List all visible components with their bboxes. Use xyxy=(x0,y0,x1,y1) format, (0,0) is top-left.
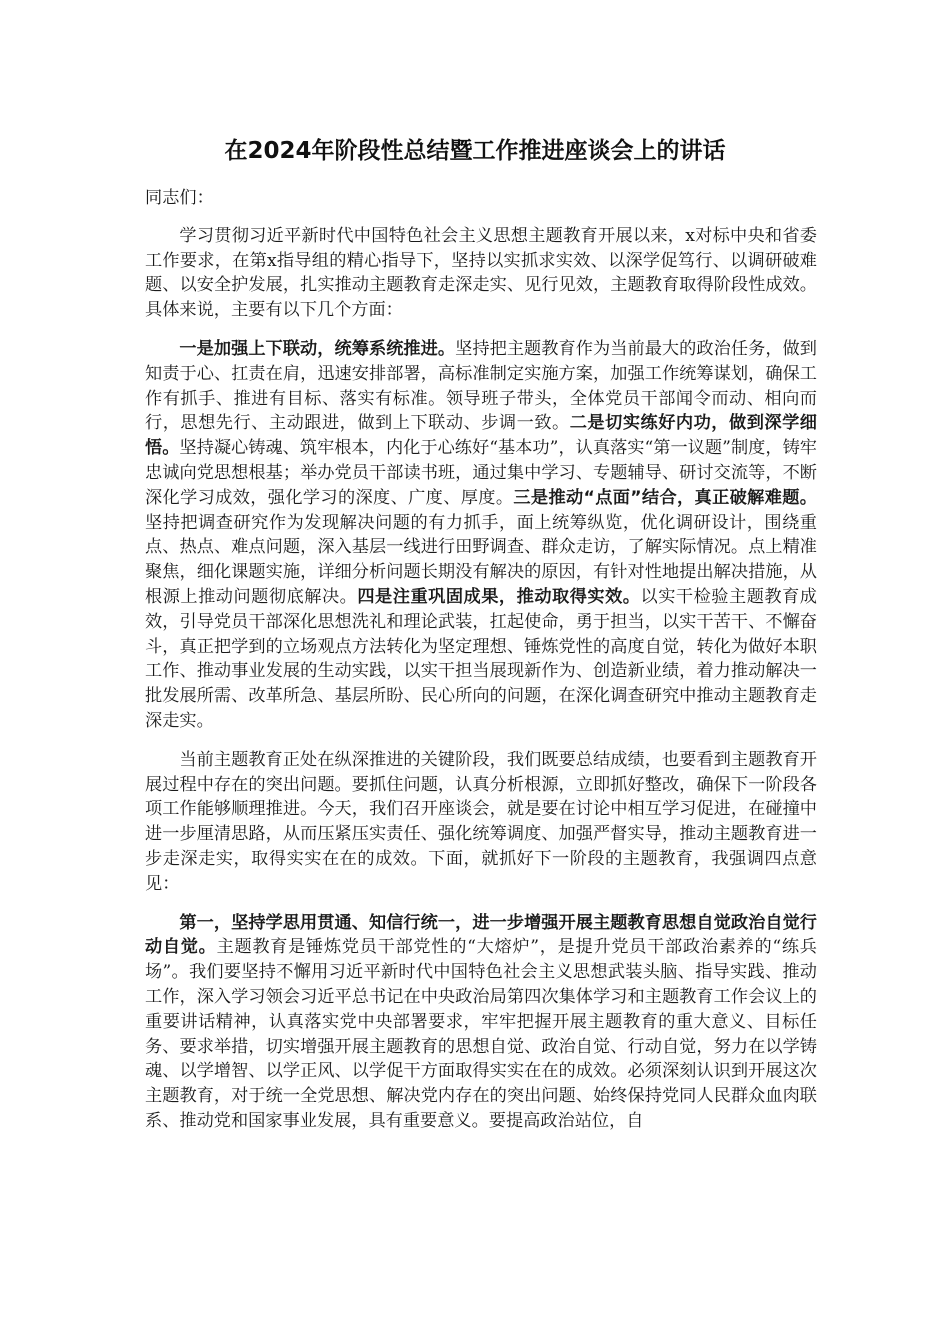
heading-point-4: 四是注重巩固成果，推动取得实效。 xyxy=(357,586,641,607)
document-body xyxy=(145,186,817,1148)
paragraph-intro: 学习贯彻习近平新时代中国特色社会主义思想主题教育开展以来，x对标中央和省委工作要求，在第x指导组的精心指导下，坚持以实抓求实效、以深学促笃行、以调研破难题、以安全护发展，扎实推动主题教育走深走实、见行见效，主题教育取得阶段性成效。具体来说，主要有以下几个方面： xyxy=(145,225,817,321)
heading-point-3: 三是推动“点面”结合，真正破解难题。 xyxy=(513,487,817,508)
paragraph-first-opinion xyxy=(145,911,817,1134)
text-point-3: 坚持把调查研究作为发现解决问题的有力抓手，面上统筹纵览，优化调研设计，围绕重点、热点、难点问题，深入基层一线进行田野调查、群众走访，了解实际情况。点上精准聚焦，细化课题实施，详细分析问题长期没有解决的原因，有针对性地提出解决措施，从根源上推动问题彻底解决。 xyxy=(145,512,817,607)
salutation: 同志们： xyxy=(145,188,214,208)
heading-point-2: 二是切实练好内功，做到深学细悟。 xyxy=(145,413,817,459)
paragraph-current-stage: 当前主题教育正处在纵深推进的关键阶段，我们既要总结成绩，也要看到主题教育开展过程中存在的突出问题。要抓住问题，认真分析根源，立即抓好整改，确保下一阶段各项工作能够顺理推进。今天，我们召开座谈会，就是要在讨论中相互学习促进，在碰撞中进一步厘清思路，从而压紧压实责任、强化统筹调度、加强严督实导，推动主题教育进一步走深走实，取得实实在在的成效。下面，就抓好下一阶段的主题教育，我强调四点意见： xyxy=(145,749,817,894)
heading-opinion-1: 第一，坚持学思用贯通、知信行统一，进一步增强开展主题教育思想自觉政治自觉行动自觉。 xyxy=(145,912,817,958)
text-point-2: 坚持凝心铸魂、筑牢根本，内化于心练好“基本功”，认真落实“第一议题”制度，铸牢忠诚向党思想根基；举办党员干部读书班，通过集中学习、专题辅导、研讨交流等，不断深化学习成效，强化学习的深度、广度、厚度。 xyxy=(145,438,817,508)
document-title: 在2024年阶段性总结暨工作推进座谈会上的讲话 xyxy=(224,138,726,164)
paragraph-achievements xyxy=(145,337,817,734)
text-opinion-1: 主题教育是锤炼党员干部党性的“大熔炉”，是提升党员干部政治素养的“练兵场”。我们要坚持不懈用习近平新时代中国特色社会主义思想武装头脑、指导实践、推动工作，深入学习领会习近平总书记在中央政治局第四次集体学习和主题教育工作会议上的重要讲话精神，认真落实党中央部署要求，牢牢把握开展主题教育的重大意义、目标任务、要求举措，切实增强开展主题教育的思想自觉、政治自觉、行动自觉，努力在以学铸魂、以学增智、以学正风、以学促干方面取得实实在在的成效。必须深刻认识到开展这次主题教育，对于统一全党思想、解决党内存在的突出问题、始终保持党同人民群众血肉联系、推动党和国家事业发展，具有重要意义。要提高政治站位，自 xyxy=(145,937,817,1131)
heading-point-1: 一是加强上下联动，统筹系统推进。 xyxy=(179,338,456,359)
text-point-1: 坚持把主题教育作为当前最大的政治任务，做到知责于心、扛责在肩，迅速安排部署，高标准制定实施方案，加强工作统筹谋划，确保工作有抓手、推进有目标、落实有标准。领导班子带头，全体党员干部闻令而动、相向而行，思想先行、主动跟进，做到上下联动、步调一致。 xyxy=(145,338,817,434)
text-point-4: 以实干检验主题教育成效，引导党员干部深化思想洗礼和理论武装，扛起使命，勇于担当，以实干苦干、不懈奋斗，真正把学到的立场观点方法转化为坚定理想、锤炼党性的高度自觉，转化为做好本职工作、推动事业发展的生动实践，以实干担当展现新作为、创造新业绩，着力推动解决一批发展所需、改革所急、基层所盼、民心所向的问题，在深化调查研究中推动主题教育走深走实。 xyxy=(145,586,817,731)
